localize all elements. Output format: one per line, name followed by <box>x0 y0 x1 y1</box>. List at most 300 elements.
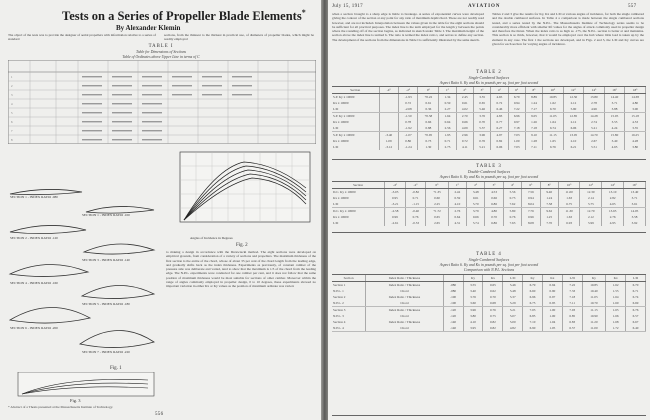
table-cell: 3.71 <box>624 195 646 201</box>
table2-header-cell: 18° <box>625 87 646 94</box>
table-cell: L/D <box>332 106 379 112</box>
table-cell: 3.58 <box>624 214 646 220</box>
table-cell: 3.76 <box>463 294 483 300</box>
right-page <box>328 0 650 420</box>
svg-text:2: 2 <box>11 84 13 88</box>
table-cell: -1.50 <box>398 113 417 120</box>
table-cell: -0.53 <box>405 220 426 226</box>
table-cell: 0.82 <box>483 319 503 325</box>
table-cell: N.P.L. 3 <box>332 313 366 319</box>
table-cell: 1.00 <box>508 138 525 144</box>
table-cell: +1.72 <box>426 208 448 215</box>
table-cell: 0.76 <box>405 214 426 220</box>
table-cell: 4.11 <box>456 144 473 150</box>
svg-text:8: 8 <box>11 138 13 142</box>
table-cell: 1.34 <box>439 94 456 101</box>
table-cell: 5.00 <box>503 319 523 325</box>
table-cell: 3.60 <box>463 300 483 307</box>
table-cell: 0.61 <box>418 100 439 106</box>
table3-header-cell: Section <box>332 182 385 189</box>
table-cell: 3.35 <box>625 125 646 131</box>
table-cell: 0.97 <box>542 294 562 300</box>
table-cell: 2.76 <box>448 208 466 215</box>
table-cell: 6.86 <box>485 201 503 207</box>
right-page-number: 557 <box>628 4 637 9</box>
table-cell: 0.76 <box>483 307 503 314</box>
table-cell: 5.74 <box>467 220 485 226</box>
table-cell: 5.21 <box>584 125 605 131</box>
table2 <box>332 86 646 160</box>
table-cell: -0.82 <box>405 189 426 196</box>
table-cell: 1.62 <box>606 282 626 289</box>
table-cell: 3.88 <box>604 106 625 112</box>
table-cell: 9.10 <box>525 132 542 139</box>
table-cell: 0.64 <box>439 119 456 125</box>
table-cell: 0.72 <box>398 100 417 106</box>
table-cell: 4.83 <box>491 113 508 120</box>
table-cell: 6.90 <box>523 325 543 332</box>
table-cell: .100 <box>443 300 463 307</box>
table-cell: 14.05 <box>624 208 646 215</box>
fig1-label-4: SECTION 3 - INDEX RATIO .140 <box>82 258 130 262</box>
table-cell: 1.65 <box>606 307 626 314</box>
table-cell: 0.94 <box>508 100 525 106</box>
fig1-label-6: SECTION 5 - INDEX RATIO .180 <box>82 302 130 306</box>
table-cell: 12.30 <box>580 189 602 196</box>
table-cell: .120 <box>443 313 463 319</box>
table-cell: 8.08 <box>522 220 540 226</box>
table-cell: 4.80 <box>625 100 646 106</box>
table-cell: +0.95 <box>418 132 439 139</box>
table-cell: Section 4 <box>332 319 366 325</box>
table-cell: 0.66 <box>467 214 485 220</box>
table-cell: L/D <box>332 144 379 150</box>
table-cell: 0.60 <box>426 195 448 201</box>
table3-header-cell: 10° <box>558 182 580 189</box>
table-cell: 14.40 <box>604 94 625 101</box>
table-cell: 1.00 <box>542 313 562 319</box>
table-cell: 9.05 <box>525 113 542 120</box>
table-cell: L/D <box>332 125 379 131</box>
table-cell: 5.99 <box>580 220 602 226</box>
table-cell: 4.80 <box>485 208 503 215</box>
table-cell: 1.63 <box>558 214 580 220</box>
table-cell: 14.28 <box>584 113 605 120</box>
table3-header-cell: 6° <box>522 182 540 189</box>
table-cell: 0.64 <box>448 214 466 220</box>
table-cell: 6.69 <box>626 300 646 307</box>
table-cell: 4.65 <box>602 201 624 207</box>
table-cell: 2.70 <box>456 113 473 120</box>
table-cell: 11.30 <box>558 208 580 215</box>
table-cell: -1.15 <box>405 201 426 207</box>
table-cell: 6.74 <box>543 125 564 131</box>
table-cell: 1.95 <box>439 132 456 139</box>
table2-subtitle: Single-Cambered Surfaces <box>468 76 510 80</box>
table4-header-cell: Section <box>332 275 366 282</box>
article-byline: By Alexander Klemin <box>116 24 181 32</box>
table3-header-cell: 1° <box>448 182 466 189</box>
footnote: * Abstract of a Thesis presented at the Massachusetts Institute of Technology. <box>8 405 114 409</box>
table-cell: 0.71 <box>405 195 426 201</box>
table-cell: 5.56 <box>503 189 521 196</box>
table-cell: .080 <box>443 288 463 294</box>
table1-note: Table of Ordinates above Upper Line in terms of C <box>122 55 200 59</box>
table3-subtitle: Double-Cambered Surfaces <box>467 170 511 174</box>
table-cell: 0.99 <box>385 214 406 220</box>
table-cell: 4.28 <box>625 138 646 144</box>
table-cell: Chord <box>366 313 444 319</box>
table4-title: TABLE 4 <box>476 252 502 257</box>
table3-title: TABLE 3 <box>476 164 502 169</box>
left-body-right-column: to making a design in accordance with the Drzewiecki method. The eight sections were developed on empirical grounds, from consideration of a variety of sections and propellers. The maximum thickness of the first section is the entire of the chord, whose of about 35 per cent of the chord length from the leading edge, and gradually shifts back as the index thickness. Experiments as previously, of constant camber of the pressure side was deliberate and varied, tend to show that the maximum is 1/3 of the chord from the leading edge. The N.P.L. experiments were conducted for one camber per cent, and it does not follow that the same position of maximum thickness would be most suitable for sections of other camber. Moreover within the range of angles commonly employed in propeller design, 0 to 10 degrees, these experiments showed no important variation in either Kx or Ky values as the position of maximum ordinate was varied. <box>166 250 316 289</box>
table-cell: 7.03 <box>508 132 525 139</box>
table-cell: 4.97 <box>491 132 508 139</box>
table-cell: 13.65 <box>602 208 624 215</box>
right-body-left-column: when a section brought to a sharp edge is liable to breakage. A series of exponential curves were developed giving the contour of the section at any point for any ratio of maximum depth/chord. These are not readily read however, and are not included. Interpolation between the values given in the table for the eight sections should be sufficient for all practical purposes. The index line is the term employed for the length y between the points where the rounding off of the section begins, as indicated in sketch under Table I. The maximum height of the section above the index line is termed h. The ratio is termed the index ratio i, and serves to define any section. The development of the sections from the dimensions in Table I is sufficiently illustrated by the same sketch. <box>332 12 484 42</box>
table-cell: 6.83 <box>562 319 582 325</box>
table4-note: Aspect Ratio 6. Ky and Kx in pounds per sq. foot per foot second <box>439 263 539 267</box>
table-cell: 10.40 <box>582 288 606 294</box>
table-cell: +1.35 <box>426 189 448 196</box>
table-cell: 2.65 <box>426 220 448 226</box>
table-cell: 3.40 <box>463 288 483 294</box>
fig3-caption: Fig. 3 <box>70 398 81 403</box>
table3-note: Aspect Ratio 6. Ky and Kx in pounds per sq. foot per foot second <box>439 175 539 179</box>
table-cell: 2.67 <box>584 138 605 144</box>
table-cell: Index Ratio / Thickness <box>366 294 444 300</box>
table-cell: 2.12 <box>563 100 584 106</box>
table4-header-cell: Kx <box>483 275 503 282</box>
table-cell: 4.95 <box>602 220 624 226</box>
table-cell: 7.63 <box>503 220 521 226</box>
table-cell: 1.68 <box>606 319 626 325</box>
table-cell: 4.10 <box>448 201 466 207</box>
table-cell: 0.65 <box>473 100 490 106</box>
table-cell: 6.06 <box>491 144 508 150</box>
table-cell: 6.46 <box>491 106 508 112</box>
table-cell: 5.46 <box>503 282 523 289</box>
table-cell: Index Ratio / Thickness <box>366 307 444 314</box>
table3 <box>332 181 646 233</box>
table-cell: 2.74 <box>584 119 605 125</box>
table-cell: -3.05 <box>385 189 406 196</box>
table-cell: 1.65 <box>543 138 564 144</box>
table-cell: 4.10 <box>463 319 483 325</box>
table-cell: Section 2 <box>332 294 366 300</box>
figure1-airfoil-sections <box>6 182 158 367</box>
table-cell: 6.79 <box>523 282 543 289</box>
table-cell: D.C. Ky x 10000 <box>332 189 385 196</box>
table4-header-cell: Ky <box>582 275 606 282</box>
table-cell: N.P.L. 4 <box>332 325 366 332</box>
table-cell: Index Ratio / Thickness <box>366 282 444 289</box>
intro-text-right: sections, from the thinnest to the thickest in practical use, of diameters of propeller blades, which might be readily employed <box>164 33 314 42</box>
table3-header-cell: 3° <box>485 182 503 189</box>
table-cell: Kx x 10000 <box>332 195 385 201</box>
table-cell: 1.28 <box>525 138 542 144</box>
table-cell: 3.55 <box>473 94 490 101</box>
table-cell: 8.04 <box>522 201 540 207</box>
table-cell: 0.59 <box>448 195 466 201</box>
table-cell: -0.40 <box>405 208 426 215</box>
table-cell: 6.70 <box>543 106 564 112</box>
table-cell: 0.65 <box>483 282 503 289</box>
table-cell: 4.02 <box>456 106 473 112</box>
table-cell: 5.75 <box>580 201 602 207</box>
table-cell: 7.76 <box>522 208 540 215</box>
table-cell: 0.82 <box>491 138 508 144</box>
table-cell: 15.18 <box>625 113 646 120</box>
table-cell: 1.26 <box>525 119 542 125</box>
table-cell: 1.63 <box>558 195 580 201</box>
table-cell: 9.62 <box>540 208 558 215</box>
table-cell: 3.96 <box>463 307 483 314</box>
table-cell: 2.82 <box>602 195 624 201</box>
table-cell: 6.06 <box>563 125 584 131</box>
table-cell: 2.75 <box>439 144 456 150</box>
table-cell: 14.38 <box>625 94 646 101</box>
fig1-caption: Fig. 1 <box>110 366 122 371</box>
table-cell: -3.12 <box>379 144 398 150</box>
table-cell: 7.10 <box>523 319 543 325</box>
table-cell: 7.17 <box>525 106 542 112</box>
fig1-label-5: SECTION 4 - INDEX RATIO .160 <box>10 281 58 285</box>
table-cell: 13.05 <box>563 132 584 139</box>
table-cell: 11.00 <box>558 189 580 196</box>
table4-subtitle: Single-Cambered Surfaces <box>468 258 510 262</box>
table-row <box>332 144 646 150</box>
table-cell: 7.22 <box>508 106 525 112</box>
table-cell: 1.72 <box>606 325 626 332</box>
table-cell: 3.55 <box>604 119 625 125</box>
table-cell: D.C. Ky x 10000 <box>332 208 385 215</box>
table-cell: 11.20 <box>582 319 606 325</box>
table-cell: 5.21 <box>473 144 490 150</box>
table-cell: .080 <box>443 282 463 289</box>
table-cell: 0.70 <box>483 294 503 300</box>
table-cell: 2.12 <box>563 119 584 125</box>
svg-text:5: 5 <box>11 111 13 115</box>
table-cell: 0.70 <box>485 214 503 220</box>
table-cell: 6.76 <box>626 307 646 314</box>
table-cell: 6.67 <box>626 319 646 325</box>
airfoil-section-3 <box>10 225 86 233</box>
fig1-label-8: SECTION 7 - INDEX RATIO .220 <box>82 350 130 354</box>
table-cell: 6.70 <box>626 282 646 289</box>
table-cell: 0.78 <box>398 119 417 125</box>
table-cell: -2.58 <box>385 208 406 215</box>
table2-header-cell: 12° <box>563 87 584 94</box>
table-cell: 15.80 <box>604 132 625 139</box>
table-cell: 11.05 <box>543 113 564 120</box>
table2-header-cell: 6° <box>508 87 525 94</box>
table-cell: 0.72 <box>456 138 473 144</box>
intro-text-left: The object of the tests was to provide the designer of aerial propellers with information relative to a series of standard <box>8 33 156 42</box>
right-body-right-column: Tables 2 and 3 give the results for Ky, Kx and L/D at various angles of incidence, for both the single cambered and the double cambered surfaces. In Table 4 a comparison is made between the single cambered sections tested, and a series tested by the N.P.L. The Massachusetts Institute of Technology series seems to be considerably more efficient with smaller lift values for the angles of attack commonly used in propeller design and therefore the thrust. When the index ratio is as high as .175, the N.P.L. section is better at and maintains. This section is so thick, however, that it would be employed over the hub where little load is taken up by the element in any case. The first 1 the sections are developed, and in Figs. 2 and 3, the L/D and Ky curves are given for each section for varying angles of incidence. <box>492 12 644 47</box>
table-cell: 0.88 <box>418 125 439 131</box>
table-cell: 0.61 <box>467 195 485 201</box>
table-cell: 2.96 <box>456 132 473 139</box>
table-cell: 0.96 <box>522 214 540 220</box>
table-cell: .100 <box>443 294 463 300</box>
table-cell: 2.14 <box>580 195 602 201</box>
fig1-label-7: SECTION 6 - INDEX RATIO .200 <box>10 326 58 330</box>
table-cell: 6.57 <box>562 325 582 332</box>
table-cell: 10.90 <box>582 313 606 319</box>
table-cell: 0.61 <box>456 100 473 106</box>
table-cell: 11.15 <box>582 307 606 314</box>
table-cell: 4.96 <box>584 106 605 112</box>
table-cell: 1.64 <box>439 113 456 120</box>
table-cell: 5.51 <box>584 144 605 150</box>
table2-header-cell: 8° <box>525 87 542 94</box>
table-cell: 3.76 <box>473 113 490 120</box>
table4-header-cell: L/D <box>626 275 646 282</box>
table-cell: 3.61 <box>624 201 646 207</box>
svg-text:4: 4 <box>11 102 13 106</box>
table-cell: N.P.L. 2 <box>332 300 366 307</box>
table-cell: 1.09 <box>379 138 398 144</box>
svg-text:6: 6 <box>11 120 13 124</box>
left-page-number: 556 <box>155 412 164 417</box>
table2-header-cell: 14° <box>584 87 605 94</box>
table-cell: 7.03 <box>523 307 543 314</box>
table-cell: 3.79 <box>467 208 485 215</box>
table-cell: 2.42 <box>448 189 466 196</box>
table-cell: 4.09 <box>456 125 473 131</box>
table-cell: 4.53 <box>485 189 503 196</box>
table3-header-cell: 8° <box>540 182 558 189</box>
table-cell: 5.46 <box>473 106 490 112</box>
table-cell: 5.21 <box>503 307 523 314</box>
table-cell: -1.92 <box>398 125 417 131</box>
table-cell: 0.66 <box>418 119 439 125</box>
table-cell: 3.71 <box>604 100 625 106</box>
journal-name: AVIATION <box>468 4 501 9</box>
table2-header-cell: -4° <box>379 87 398 94</box>
svg-text:1: 1 <box>11 75 13 79</box>
table-cell: 6.75 <box>558 201 580 207</box>
table-cell: 0.36 <box>418 106 439 112</box>
table2-header-cell: Section <box>332 87 379 94</box>
table-cell: 4.82 <box>503 325 523 332</box>
table-cell: 7.03 <box>508 144 525 150</box>
table2-note: Aspect Ratio 6. Ky and Kx in pounds per sq. foot per foot second <box>439 81 539 85</box>
table-cell: 7.11 <box>562 300 582 307</box>
table-cell: 11.15 <box>543 132 564 139</box>
table-cell: 10.85 <box>543 94 564 101</box>
svg-text:3: 3 <box>11 93 13 97</box>
table-cell: 1.24 <box>540 195 558 201</box>
fig2-caption: Fig. 2 <box>236 243 248 248</box>
table-cell: 0.71 <box>439 138 456 144</box>
table-cell: 2.27 <box>439 106 456 112</box>
table-cell: 6.86 <box>485 220 503 226</box>
table-cell: Section 3 <box>332 307 366 314</box>
table2-header-cell: 1° <box>439 87 456 94</box>
table4-header-cell: Index Ratio / Thickness <box>366 275 444 282</box>
table-cell: S.P. Ky x 10000 <box>332 132 379 139</box>
table-cell: 3.80 <box>625 144 646 150</box>
table-cell: 16.25 <box>625 132 646 139</box>
fig1-label-3: SECTION 2 - INDEX RATIO .120 <box>10 236 58 240</box>
table-cell: 7.18 <box>508 125 525 131</box>
table-cell: Kx x 10000 <box>332 138 379 144</box>
table-cell: 1.04 <box>542 319 562 325</box>
table-cell: 1.05 <box>542 325 562 332</box>
table-cell: 1.25 <box>540 214 558 220</box>
table-cell: 1.64 <box>606 294 626 300</box>
table-cell: 0.95 <box>542 300 562 307</box>
table-cell: 3.00 <box>625 106 646 112</box>
table-cell: 7.03 <box>562 307 582 314</box>
table-cell: 2.10 <box>563 138 584 144</box>
table-cell: 6.40 <box>626 325 646 332</box>
table-cell: L/D <box>332 201 385 207</box>
table4-header-cell: Ky <box>463 275 483 282</box>
left-page <box>0 0 322 420</box>
airfoil-section-4 <box>84 244 154 254</box>
table-cell: 12.85 <box>563 113 584 120</box>
table-cell: -2.68 <box>398 106 417 112</box>
table-cell: 0.65 <box>426 214 448 220</box>
table1-grid <box>8 60 316 144</box>
table-cell: 13.10 <box>602 189 624 196</box>
table-cell: 3.95 <box>463 325 483 332</box>
table-cell: 0.73 <box>503 195 521 201</box>
table-cell: 5.90 <box>563 106 584 112</box>
table2-header-cell: 3° <box>473 87 490 94</box>
table-cell: 0.75 <box>483 313 503 319</box>
airfoil-section-6 <box>82 285 154 298</box>
table-cell: 3.55 <box>463 282 483 289</box>
table-cell: 2.56 <box>439 125 456 131</box>
table-cell: 1.00 <box>542 307 562 314</box>
table-cell: 1.60 <box>606 300 626 307</box>
table-cell: 5.48 <box>503 288 523 294</box>
table-cell: 4.24 <box>604 125 625 131</box>
table-cell: 6.27 <box>491 125 508 131</box>
table-cell: Kx x 10000 <box>332 100 379 106</box>
airfoil-section-5 <box>10 264 88 276</box>
table3-header-cell: 0° <box>426 182 448 189</box>
table-cell: 15.05 <box>604 113 625 120</box>
table-cell: 10.70 <box>582 300 606 307</box>
table-cell: 7.18 <box>525 125 542 131</box>
table-cell: 5.37 <box>503 294 523 300</box>
table-row <box>332 220 646 226</box>
table-cell: 14.70 <box>584 132 605 139</box>
table-cell: 7.62 <box>503 201 521 207</box>
table-cell: 7.18 <box>562 294 582 300</box>
table-cell: 2.12 <box>580 214 602 220</box>
table-cell: 0.95 <box>385 195 406 201</box>
table-cell: 0.62 <box>483 288 503 294</box>
table-cell: S.P. Ky x 10000 <box>332 94 379 101</box>
table-cell: 12.70 <box>580 208 602 215</box>
table-cell: 5.80 <box>503 208 521 215</box>
table4-header-cell: Kx <box>606 275 626 282</box>
table-cell: 8.89 <box>525 94 542 101</box>
table-cell: 11.05 <box>582 294 606 300</box>
table4 <box>332 274 646 416</box>
table-cell: 6.93 <box>558 220 580 226</box>
table-cell: 0.72 <box>491 100 508 106</box>
table-cell: 3.80 <box>463 313 483 319</box>
article-title: Tests on a Series of Propeller Blade Elements* <box>62 8 306 24</box>
table-cell: Index Ratio / Thickness <box>366 319 444 325</box>
